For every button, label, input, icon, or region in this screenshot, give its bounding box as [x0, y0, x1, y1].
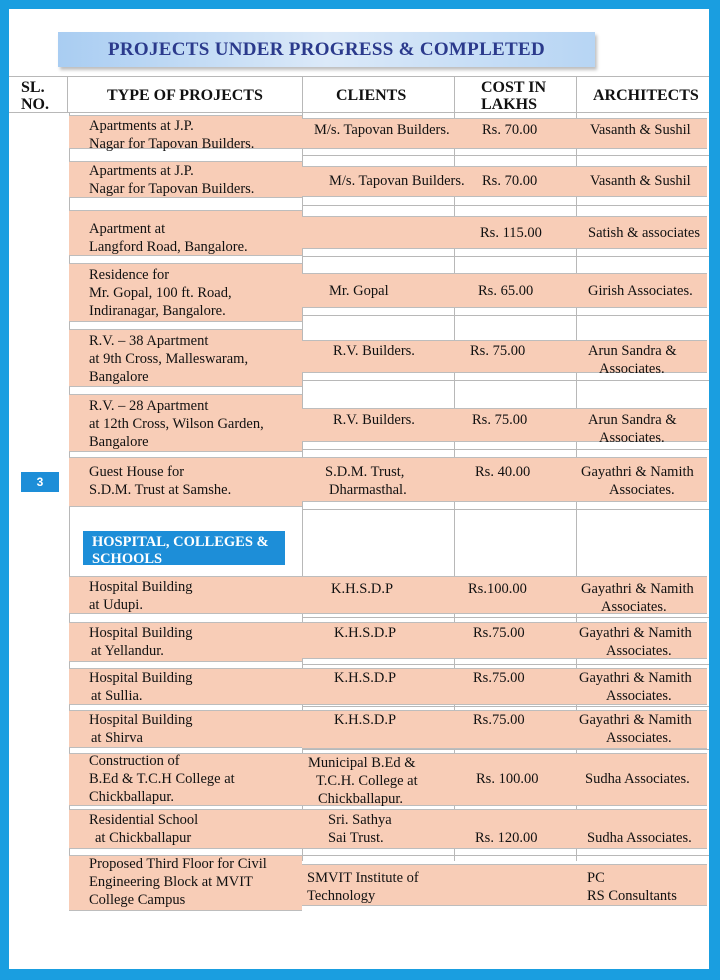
row-rule — [302, 380, 709, 381]
client-text: S.D.M. Trust, — [325, 464, 405, 480]
cost-text: Rs. 120.00 — [475, 830, 538, 846]
architect-text: Associates. — [606, 688, 672, 704]
title-banner — [58, 32, 595, 67]
architect-text: Sudha Associates. — [585, 771, 690, 787]
cost-text: Rs. 65.00 — [478, 283, 534, 299]
client-text: Chickballapur. — [318, 791, 403, 807]
project-text: Hospital Building — [89, 579, 193, 595]
client-text: K.H.S.D.P — [334, 670, 397, 686]
architect-text: Satish & associates — [588, 225, 700, 241]
header-divider — [576, 76, 577, 112]
architect-text: Associates. — [599, 430, 665, 446]
section-label-hospital-colleges-schools — [83, 531, 285, 565]
cost-text: Rs. 70.00 — [482, 173, 538, 189]
project-text: Nagar for Tapovan Builders. — [89, 181, 255, 197]
project-text: at 12th Cross, Wilson Garden, — [89, 416, 264, 432]
architect-text: Associates. — [599, 361, 665, 377]
project-text: Bangalore — [89, 434, 149, 450]
client-text: K.H.S.D.P — [334, 712, 397, 728]
client-text: K.H.S.D.P — [331, 581, 394, 597]
client-text: R.V. Builders. — [333, 343, 415, 359]
client-cell — [302, 216, 454, 249]
architect-text: RS Consultants — [587, 888, 677, 904]
header-sl-no — [21, 79, 49, 113]
project-text: Proposed Third Floor for Civil — [89, 856, 267, 872]
client-text: Technology — [307, 888, 376, 904]
architect-text: Gayathri & Namith — [581, 581, 694, 597]
client-text: Sri. Sathya — [328, 812, 392, 828]
row-rule — [302, 205, 709, 206]
project-text: Hospital Building — [89, 670, 193, 686]
row-rule — [302, 449, 709, 450]
project-text: Construction of — [89, 753, 180, 769]
architect-text: Associates. — [609, 482, 675, 498]
project-text: at Sullia. — [91, 688, 143, 704]
project-text: R.V. – 28 Apartment — [89, 398, 209, 414]
architect-text: Associates. — [601, 599, 667, 615]
header-type-of-projects: TYPE OF PROJECTS — [107, 87, 263, 104]
header-bottom-rule — [9, 112, 709, 113]
project-text: Hospital Building — [89, 712, 193, 728]
cost-text: Rs.75.00 — [473, 670, 525, 686]
architect-text: Associates. — [606, 643, 672, 659]
cost-text: Rs. 75.00 — [470, 343, 526, 359]
project-text: Apartments at J.P. — [89, 163, 194, 179]
project-text: Nagar for Tapovan Builders. — [89, 136, 255, 152]
sl-number-badge: 3 — [21, 472, 59, 492]
client-text: R.V. Builders. — [333, 412, 415, 428]
project-text: Hospital Building — [89, 625, 193, 641]
architect-text: Arun Sandra & — [588, 343, 677, 359]
cost-cell — [454, 864, 576, 906]
header-architects: ARCHITECTS — [593, 87, 699, 104]
project-text: Guest House for — [89, 464, 185, 480]
project-text: at Udupi. — [89, 597, 143, 613]
section-label-line2: SCHOOLS — [92, 551, 163, 567]
project-text: Residence for — [89, 267, 170, 283]
header-top-rule — [9, 76, 709, 77]
header-divider — [302, 76, 303, 112]
cost-text: Rs.75.00 — [473, 625, 525, 641]
project-text: College Campus — [89, 892, 186, 908]
document-page — [9, 9, 709, 969]
project-text: at Chickballapur — [95, 830, 192, 846]
header-sl-line2: NO. — [21, 96, 49, 113]
project-text: Indiranagar, Bangalore. — [89, 303, 226, 319]
project-text: Bangalore — [89, 369, 149, 385]
client-text: K.H.S.D.P — [334, 625, 397, 641]
client-text: Dharmasthal. — [329, 482, 407, 498]
cost-text: Rs. 70.00 — [482, 122, 538, 138]
architect-text: Gayathri & Namith — [581, 464, 694, 480]
architect-text: Gayathri & Namith — [579, 712, 692, 728]
cost-text: Rs. 115.00 — [480, 225, 542, 241]
client-text: T.C.H. College at — [316, 773, 418, 789]
client-text: M/s. Tapovan Builders. — [329, 173, 465, 189]
row-rule — [302, 855, 709, 856]
header-divider — [67, 76, 68, 112]
row-rule — [302, 256, 709, 257]
client-text: SMVIT Institute of — [307, 870, 419, 886]
architect-text: Associates. — [606, 730, 672, 746]
row-rule — [302, 706, 709, 707]
cost-text: Rs. 75.00 — [472, 412, 528, 428]
architect-text: Vasanth & Sushil — [590, 122, 691, 138]
project-text: B.Ed & T.C.H College at — [89, 771, 235, 787]
header-divider — [454, 76, 455, 112]
project-text: Langford Road, Bangalore. — [89, 239, 248, 255]
client-text: Municipal B.Ed & — [308, 755, 416, 771]
row-rule — [302, 509, 709, 510]
header-sl-line1: SL. — [21, 79, 45, 96]
project-text: Residential School — [89, 812, 199, 828]
project-text: Chickballapur. — [89, 789, 174, 805]
architect-text: PC — [587, 870, 605, 886]
cost-text: Rs.75.00 — [473, 712, 525, 728]
section-label-line1: HOSPITAL, COLLEGES & — [92, 534, 269, 550]
cost-text: Rs.100.00 — [468, 581, 527, 597]
client-text: Mr. Gopal — [329, 283, 389, 299]
project-text: at 9th Cross, Malleswaram, — [89, 351, 249, 367]
architect-text: Sudha Associates. — [587, 830, 692, 846]
row-rule — [302, 155, 709, 156]
architect-text: Gayathri & Namith — [579, 670, 692, 686]
header-cost-line2: LAKHS — [481, 96, 538, 113]
client-text: Sai Trust. — [328, 830, 384, 846]
project-text: Apartment at — [89, 221, 166, 237]
architect-text: Vasanth & Sushil — [590, 173, 691, 189]
row-rule — [302, 749, 709, 750]
architect-text: Gayathri & Namith — [579, 625, 692, 641]
row-rule — [302, 315, 709, 316]
project-text: at Yellandur. — [91, 643, 164, 659]
project-text: S.D.M. Trust at Samshe. — [89, 482, 232, 498]
row-rule — [302, 664, 709, 665]
header-cost-line1: COST IN — [481, 79, 547, 96]
header-cost — [481, 79, 546, 113]
cost-text: Rs. 100.00 — [476, 771, 539, 787]
header-clients: CLIENTS — [336, 87, 407, 104]
project-text: Engineering Block at MVIT — [89, 874, 253, 890]
row-rule — [302, 617, 709, 618]
project-text: Apartments at J.P. — [89, 118, 194, 134]
page-title: PROJECTS UNDER PROGRESS & COMPLETED — [108, 38, 545, 60]
architect-text: Arun Sandra & — [588, 412, 677, 428]
client-text: M/s. Tapovan Builders. — [314, 122, 450, 138]
project-text: R.V. – 38 Apartment — [89, 333, 209, 349]
project-text: at Shirva — [91, 730, 143, 746]
project-text: Mr. Gopal, 100 ft. Road, — [89, 285, 232, 301]
cost-text: Rs. 40.00 — [475, 464, 531, 480]
architect-text: Girish Associates. — [588, 283, 693, 299]
